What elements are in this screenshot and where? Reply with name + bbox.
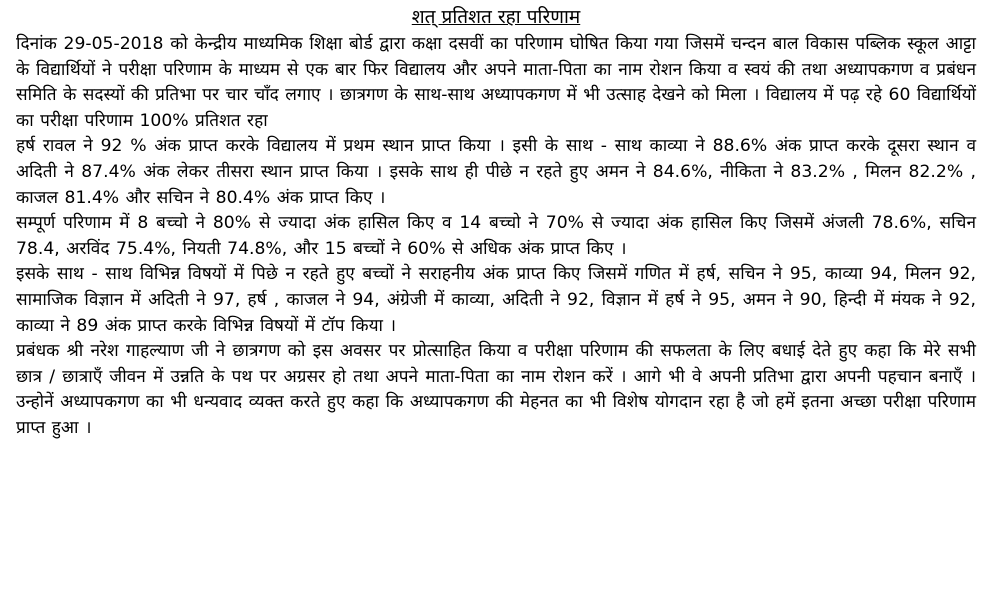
paragraph-overall-result: सम्पूर्ण परिणाम में 8 बच्चो ने 80% से ज्यादा अंक हासिल किए व 14 बच्चो ने 70% से ज्यादा अंक हासिल किए जिसमें अंजली 78.6%, सचिन 78.4, अरविंद 75.4%, नियती 74.8%, और 15 बच्चों ने 60% से अधिक अंक प्राप्त किए । (16, 213, 976, 259)
paragraph-announcement: दिनांक 29-05-2018 को केन्द्रीय माध्यमिक शिक्षा बोर्ड द्वारा कक्षा दसवीं का परिणाम घोषित किया गया जिसमें चन्दन बाल विकास पब्लिक स्कूल आट्टा के विद्यार्थियों ने परीक्षा परिणाम के माध्यम से एक बार फिर विद्यालय और अपने माता-पिता का नाम रोशन किया व स्वयं की तथा अध्यापकगण व प्रबंधन समिति के सदस्यों की प्रतिभा पर चार चाँद लगाए । छात्रगण के साथ-साथ अध्यापकगण में भी उत्साह देखने को मिला । विद्यालय में पढ़ रहे 60 विद्यार्थियों का परीक्षा परिणाम 100% प्रतिशत रहा (16, 34, 976, 131)
document-page (16, 4, 976, 442)
paragraph-subject-toppers: इसके साथ - साथ विभिन्न विषयों में पिछे न रहते हुए बच्चों ने सराहनीय अंक प्राप्त किए जिसमें गणित में हर्ष, सचिन ने 95, काव्या 94, मिलन 92, सामाजिक विज्ञान में अदिती ने 97, हर्ष , काजल ने 94, अंग्रेजी में काव्या, अदिती ने 92, विज्ञान में हर्ष ने 95, अमन ने 90, हिन्दी में मंयक ने 92, काव्या ने 89 अंक प्राप्त करके विभिन्न विषयों में टॉप किया । (16, 264, 976, 336)
paragraph-toppers: हर्ष रावल ने 92 % अंक प्राप्त करके विद्यालय में प्रथम स्थान प्राप्त किया । इसी के साथ - साथ काव्या ने 88.6% अंक प्राप्त करके दूसरा स्थान व अदिती ने 87.4% अंक लेकर तीसरा स्थान प्राप्त किया । इसके साथ ही पीछे न रहते हुए अमन ने 84.6%, नीकिता ने 83.2% , मिलन 82.2% , काजल 81.4% और सचिन ने 80.4% अंक प्राप्त किए । (16, 136, 976, 208)
paragraph-manager-message: प्रबंधक श्री नरेश गाहल्याण जी ने छात्रगण को इस अवसर पर प्रोत्साहित किया व परीक्षा परिणाम की सफलता के लिए बधाई देते हुए कहा कि मेरे सभी छात्र / छात्राएँ जीवन में उन्नति के पथ पर अग्रसर हो तथा अपने माता-पिता का नाम रोशन करें । आगे भी वे अपनी प्रतिभा द्वारा अपनी पहचान बनाएँ । उन्होनें अध्यापकगण का भी धन्यवाद व्यक्त करते हुए कहा कि अध्यापकगण की मेहनत का भी विशेष योगदान रहा है जो हमें इतना अच्छा परीक्षा परिणाम प्राप्त हुआ । (16, 341, 976, 438)
document-title: शत् प्रतिशत रहा परिणाम (411, 6, 581, 28)
